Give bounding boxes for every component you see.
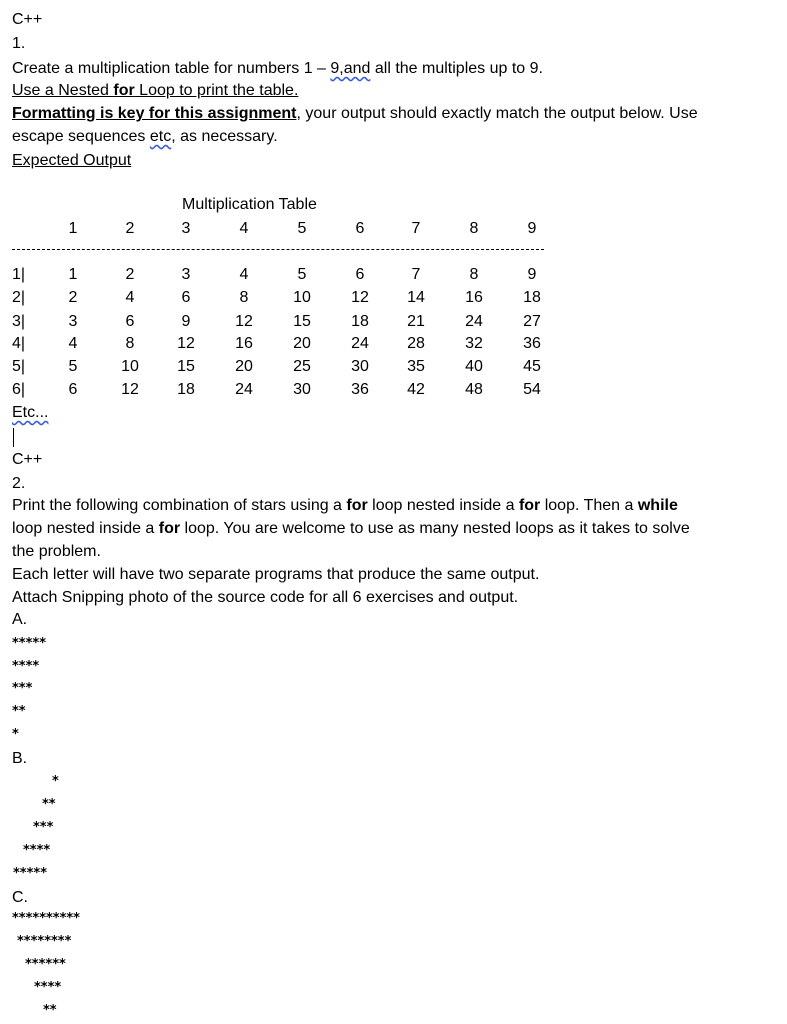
star-line: ****** — [25, 957, 66, 972]
table-cell: 21 — [407, 313, 425, 330]
q2-paragraph-5: Attach Snipping photo of the source code for all 6 exercises and output. — [12, 589, 519, 606]
expected-output-heading: Expected Output — [12, 152, 132, 169]
column-header: 4 — [239, 220, 249, 237]
table-cell: 20 — [293, 335, 311, 352]
q2-paragraph-1 — [12, 496, 678, 516]
table-cell: 14 — [407, 289, 425, 306]
table-cell: 24 — [351, 335, 369, 352]
star-line: ** — [43, 1003, 57, 1018]
table-cell: 3 — [181, 266, 191, 283]
q1-l2a: Use a Nested — [12, 82, 114, 99]
table-cell: 35 — [407, 358, 425, 375]
table-cell: 4 — [68, 335, 78, 352]
q1-l4b: etc — [149, 128, 172, 145]
column-header: 9 — [527, 220, 537, 237]
table-cell: 12 — [177, 335, 195, 352]
q1-l1a: Create a multiplication table for numbers 1 – — [12, 60, 331, 77]
pattern-c-label: C. — [12, 889, 28, 906]
table-cell: 5 — [68, 358, 78, 375]
table-cell: 42 — [407, 381, 425, 398]
table-cell: 1 — [68, 266, 78, 283]
table-cell: 9 — [527, 266, 537, 283]
column-header: 8 — [469, 220, 479, 237]
table-cell: 6 — [355, 266, 365, 283]
q2-paragraph-4: Each letter will have two separate programs that produce the same output. — [12, 566, 540, 583]
star-line: ** — [12, 704, 26, 719]
q2-p1b: for — [346, 497, 368, 514]
table-cell: 3 — [68, 313, 78, 330]
star-line: ** — [42, 797, 56, 812]
table-cell: 6 — [68, 381, 78, 398]
table-cell: 36 — [351, 381, 369, 398]
table-cell: 27 — [523, 313, 541, 330]
table-cell: 16 — [235, 335, 253, 352]
row-label: 3| — [12, 313, 26, 330]
table-cell: 18 — [523, 289, 541, 306]
q1-instruction-3 — [12, 104, 698, 124]
row-label: 2| — [12, 289, 26, 306]
column-header: 7 — [411, 220, 421, 237]
star-line: ***** — [13, 866, 47, 881]
pattern-b-label: B. — [12, 750, 28, 767]
q1-l1b: 9,and — [330, 60, 371, 77]
table-cell: 4 — [239, 266, 249, 283]
q1-l2b: for — [113, 82, 135, 99]
q1-l1c: all the multiples up to 9. — [370, 60, 543, 77]
table-title: Multiplication Table — [182, 196, 317, 213]
row-label: 4| — [12, 335, 26, 352]
table-cell: 7 — [411, 266, 421, 283]
table-cell: 12 — [351, 289, 369, 306]
table-cell: 8 — [239, 289, 249, 306]
star-line: **** — [23, 843, 51, 858]
q1-instruction-1 — [12, 59, 543, 79]
table-cell: 10 — [121, 358, 139, 375]
star-line: **** — [12, 659, 40, 674]
q2-paragraph-3: the problem. — [12, 543, 101, 560]
column-header: 1 — [68, 220, 78, 237]
row-label: 6| — [12, 381, 26, 398]
table-cell: 36 — [523, 335, 541, 352]
table-cell: 12 — [121, 381, 139, 398]
table-cell: 8 — [125, 335, 135, 352]
q2-p2a: loop nested inside a — [12, 520, 159, 537]
table-cell: 20 — [235, 358, 253, 375]
q2-paragraph-2 — [12, 519, 690, 539]
table-cell: 18 — [351, 313, 369, 330]
q2-p1f: while — [637, 497, 678, 514]
column-header: 6 — [355, 220, 365, 237]
table-cell: 6 — [125, 313, 135, 330]
table-cell: 24 — [235, 381, 253, 398]
q2-p1d: for — [518, 497, 541, 514]
star-line: * — [52, 774, 59, 789]
q2-p1a: Print the following combination of stars using a — [12, 497, 347, 514]
q1-l4a: escape sequences — [12, 128, 150, 145]
q2-language: C++ — [12, 451, 43, 468]
star-line: ********** — [12, 911, 80, 926]
q2-p1c: loop nested inside a — [367, 497, 519, 514]
text-cursor — [13, 428, 14, 447]
q1-l3b: , your output should exactly match the output below. Use — [296, 105, 698, 122]
table-cell: 2 — [125, 266, 135, 283]
table-cell: 2 — [68, 289, 78, 306]
table-cell: 30 — [351, 358, 369, 375]
table-divider — [12, 249, 544, 250]
table-cell: 18 — [177, 381, 195, 398]
row-label: 5| — [12, 358, 26, 375]
star-line: ******** — [17, 934, 72, 949]
table-cell: 8 — [469, 266, 479, 283]
table-cell: 28 — [407, 335, 425, 352]
q1-instruction-4 — [12, 127, 278, 147]
q1-l3a: Formatting is key for this assignment — [12, 105, 297, 122]
table-cell: 4 — [125, 289, 135, 306]
column-header: 3 — [181, 220, 191, 237]
q2-p2b: for — [158, 520, 181, 537]
row-label: 1| — [12, 266, 26, 283]
star-line: * — [12, 727, 19, 742]
table-cell: 16 — [465, 289, 483, 306]
table-cell: 48 — [465, 381, 483, 398]
q2-p2c: loop. You are welcome to use as many nested loops as it takes to solve — [180, 520, 690, 537]
table-cell: 40 — [465, 358, 483, 375]
q1-language: C++ — [12, 11, 43, 28]
table-cell: 12 — [235, 313, 253, 330]
table-cell: 54 — [523, 381, 541, 398]
q1-number: 1. — [12, 35, 26, 52]
table-cell: 6 — [181, 289, 191, 306]
star-line: **** — [34, 980, 62, 995]
q1-l2c: Loop to print the table. — [134, 82, 299, 99]
star-line: *** — [33, 820, 54, 835]
q1-instruction-2 — [12, 81, 298, 101]
star-line: ***** — [12, 636, 46, 651]
etc-text: Etc... — [12, 404, 49, 421]
table-cell: 45 — [523, 358, 541, 375]
table-cell: 5 — [297, 266, 307, 283]
q2-p1e: loop. Then a — [540, 497, 638, 514]
q1-l4c: , as necessary. — [171, 128, 278, 145]
table-cell: 15 — [293, 313, 311, 330]
q2-number: 2. — [12, 475, 26, 492]
table-cell: 24 — [465, 313, 483, 330]
table-cell: 32 — [465, 335, 483, 352]
column-header: 5 — [297, 220, 307, 237]
table-cell: 25 — [293, 358, 311, 375]
table-cell: 10 — [293, 289, 311, 306]
table-cell: 9 — [181, 313, 191, 330]
pattern-a-label: A. — [12, 611, 28, 628]
table-cell: 30 — [293, 381, 311, 398]
star-line: *** — [12, 681, 33, 696]
table-cell: 15 — [177, 358, 195, 375]
column-header: 2 — [125, 220, 135, 237]
